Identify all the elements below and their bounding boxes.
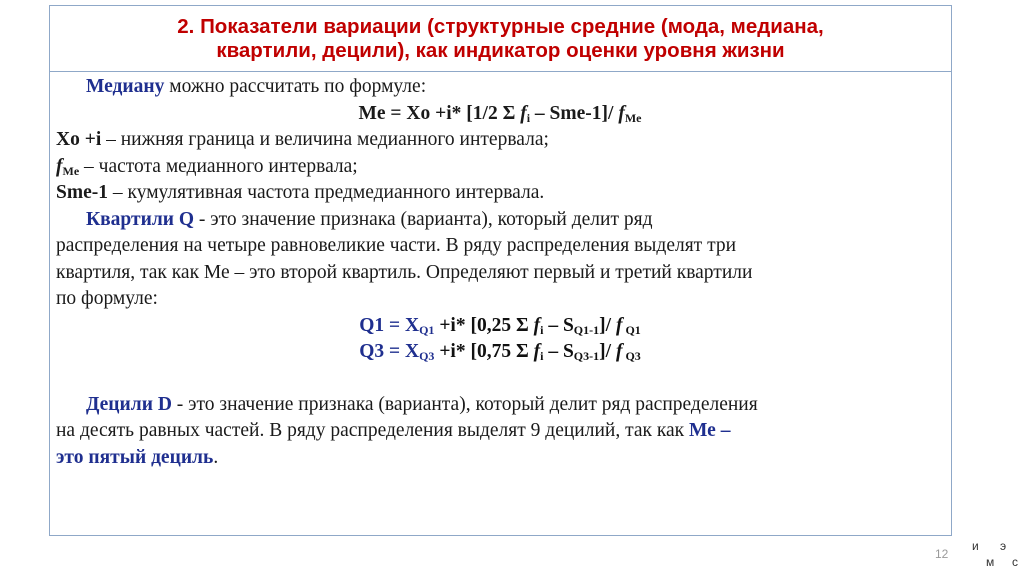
def-term-f: f [56,155,63,177]
slide-title [61,15,941,63]
q3-s-sub: Q3-1 [573,349,600,363]
median-formula [56,101,944,128]
quartiles-line-4: по формуле: [56,288,158,309]
def-text-sme: – кумулятивная частота предмедианного интервала. [108,182,545,203]
title-line-1: 2. Показатели вариации (структурные средние (мода, медиана, [177,14,824,38]
deciles-line-2 [56,418,944,445]
q1-end: ]/ [599,314,616,336]
median-formula-mid: – Sme-1]/ [530,102,619,124]
q3-formula [56,339,944,366]
deciles-term: Децили D [86,393,172,415]
q3-end: ]/ [599,341,616,362]
slide-title-band [50,6,951,72]
median-formula-part: Me = Xo +i* [1/2 Σ [358,102,521,124]
quartiles-term: Квартили Q [86,208,195,230]
deciles-line-3 [56,445,944,472]
def-text-xo: – нижняя граница и величина медианного интервала; [101,129,549,150]
slide-frame [49,5,952,536]
median-term: Медиану [86,76,165,97]
q3-lhs: Q3 = X [359,341,420,362]
q1-f2: f [615,314,623,336]
deciles-line-2-text: на десять равных частей. В ряду распределения выделят 9 децилий, так как [56,420,690,441]
deciles-fifth-highlight: это пятый дециль [56,446,214,468]
q1-s: – S [543,314,574,336]
q1-lhs: Q1 = X [359,314,420,336]
median-def-sme [56,180,944,207]
paragraph-spacer [56,366,944,392]
q1-f-sub: i [540,322,544,337]
median-def-fme [56,154,944,181]
q3-f2-sub: Q3 [622,349,641,363]
def-text-fme: – частота медианного интервала; [79,155,358,177]
q1-mid: +i* [0,25 Σ [434,314,534,336]
institute-logo [968,537,1020,573]
q3-f2: f [615,341,623,362]
deciles-me-highlight: Ме – [689,420,731,441]
median-intro-text: можно рассчитать по формуле: [164,76,427,97]
q1-s-sub: Q1-1 [573,322,600,337]
logo-letter-1: и [972,539,979,553]
slide-body [56,74,944,471]
deciles-line-1-text: - это значение признака (варианта), который делит ряд распределения [171,393,758,415]
def-term-sme: Sme-1 [56,182,108,203]
q1-f2-sub: Q1 [622,322,641,337]
q3-f: f [533,341,541,362]
def-term-f-sub: Me [62,163,80,178]
median-intro [56,74,944,101]
logo-letter-4: с [1012,555,1018,569]
title-line-2: квартили, децили), как индикатор оценки уровня жизни [216,38,785,62]
quartiles-line-1 [56,207,944,234]
def-term-xo: Xo +i [56,129,102,150]
median-formula-sub-me: Me [624,110,642,125]
quartiles-line-3: квартиля, так как Ме – это второй квартиль. Определяют первый и третий квартили [56,261,753,283]
q1-f: f [533,314,541,336]
q3-mid: +i* [0,75 Σ [434,341,534,362]
deciles-line-3-end: . [213,446,219,468]
deciles-line-1 [56,392,944,419]
median-formula-f2: f [618,102,625,124]
q1-formula [56,313,944,340]
q3-f-sub: i [540,349,544,363]
median-formula-sub-i: i [526,110,531,125]
median-formula-f: f [520,102,527,124]
logo-letter-3: м [986,555,995,569]
logo-letter-2: э [1000,539,1007,553]
q3-lhs-sub: Q3 [419,349,435,363]
q1-lhs-sub: Q1 [419,322,435,337]
median-def-xo [56,127,944,154]
q3-s: – S [543,341,574,362]
quartiles-line-1-text: - это значение признака (варианта), который делит ряд [194,208,653,230]
quartiles-line-2: распределения на четыре равновеликие части. В ряду распределения выделят три [56,235,737,256]
page-number: 12 [935,547,949,561]
